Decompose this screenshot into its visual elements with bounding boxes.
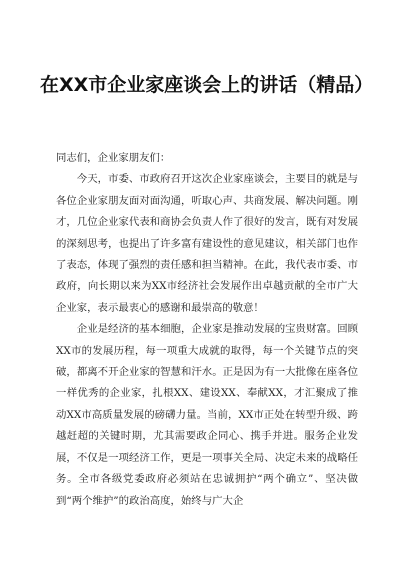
document-body (56, 148, 358, 512)
paragraph-2: 企业是经济的基本细胞，企业家是推动发展的宝贵财富。回顾XX市的发展历程，每一项重大成就的取得，每一个关键节点的突破，都离不开企业家的智慧和汗水。正是因为有一大批像在座各位一样优秀的企业家，扎根XX、建设XX、奉献XX，才汇聚成了推动XX市高质量发展的磅礴力量。当前，XX市正处在转型升级、跨越赶超的关键时期，尤其需要政企同心、携手并进。服务企业发展，不仅是一项经济工作，更是一项事关全局、决定未来的战略任务。全市各级党委政府必须站在忠诚拥护“两个确立”、坚决做到“两个维护”的政治高度，始终与广大企 (56, 323, 358, 507)
greeting: 同志们，企业家朋友们： (56, 152, 171, 164)
paragraph-1: 今天，市委、市政府召开这次企业家座谈会，主要目的就是与各位企业家朋友面对面沟通，听取心声、共商发展、解决问题。刚才，几位企业家代表和商协会负责人作了很好的发言，既有对发展的深刻思考，也提出了许多富有建设性的意见建议，相关部门也作了表态，体现了强烈的责任感和担当精神。在此，我代表市委、市政府，向长期以来为XX市经济社会发展作出卓越贡献的全市广大企业家，表示最衷心的感谢和最崇高的敬意！ (56, 173, 358, 314)
document-title: 在XX市企业家座谈会上的讲话（精品） (40, 74, 374, 96)
